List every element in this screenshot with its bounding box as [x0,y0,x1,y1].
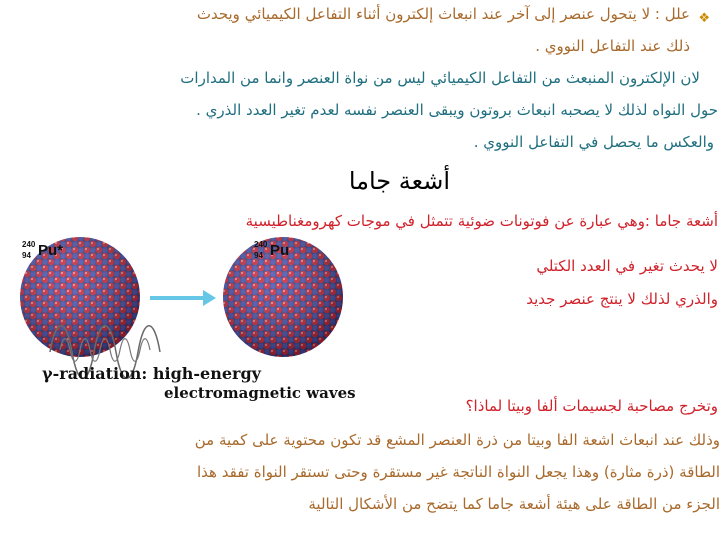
transition-arrow [150,290,216,306]
explanation-line-2: الطاقة (ذرة مثارة) وهذا يجعل النواة الناتجة غير مستقرة وحتى تستقر النواة تفقد هذا [197,463,720,481]
caption-line-2: electromagnetic waves [164,384,356,402]
explanation-line-3: الجزء من الطاقة على هيئة أشعة جاما كما يتضح من الأشكال التالية [308,495,720,513]
point-3: والذري لذلك لا ينتج عنصر جديد [526,290,718,308]
question-line-1: علل : لا يتحول عنصر إلى آخر عند انبعاث إلكترون أثناء التفاعل الكيميائي ويحدث [196,5,690,23]
question-line-2: ذلك عند التفاعل النووي . [535,37,690,55]
point-1: أشعة جاما :وهي عبارة عن فوتونات ضوئية تتمثل في موجات كهرومغناطيسية [245,212,718,230]
caption-line-1: γ-radiation: high-energy [42,364,261,383]
question-2: وتخرج مصاحبة لجسيمات ألفا وبيتا لماذا؟ [465,397,718,415]
bullet-icon: ❖ [698,11,710,26]
section-heading: أشعة جاما [348,167,450,195]
right-mass-number: 240 [254,240,268,249]
point-2: لا يحدث تغير في العدد الكتلي [536,257,718,275]
explanation-line-1: وذلك عند انبعاث اشعة الفا وبيتا من ذرة العنصر المشع قد تكون محتوية على كمية من [194,431,720,449]
answer-line-1: لان الإلكترون المنبعث من التفاعل الكيميائي ليس من نواة العنصر وانما من المدارات [180,69,700,87]
answer-line-3: والعكس ما يحصل في التفاعل النووي . [473,133,714,151]
left-atomic-number: 94 [22,251,31,260]
left-element-symbol: Pu* [38,242,64,259]
right-element-symbol: Pu [270,242,290,259]
answer-line-2: حول النواه لذلك لا يصحبه انبعاث بروتون ويبقى العنصر نفسه لعدم تغير العدد الذري . [196,101,718,119]
right-atomic-number: 94 [254,251,263,260]
left-mass-number: 240 [22,240,36,249]
